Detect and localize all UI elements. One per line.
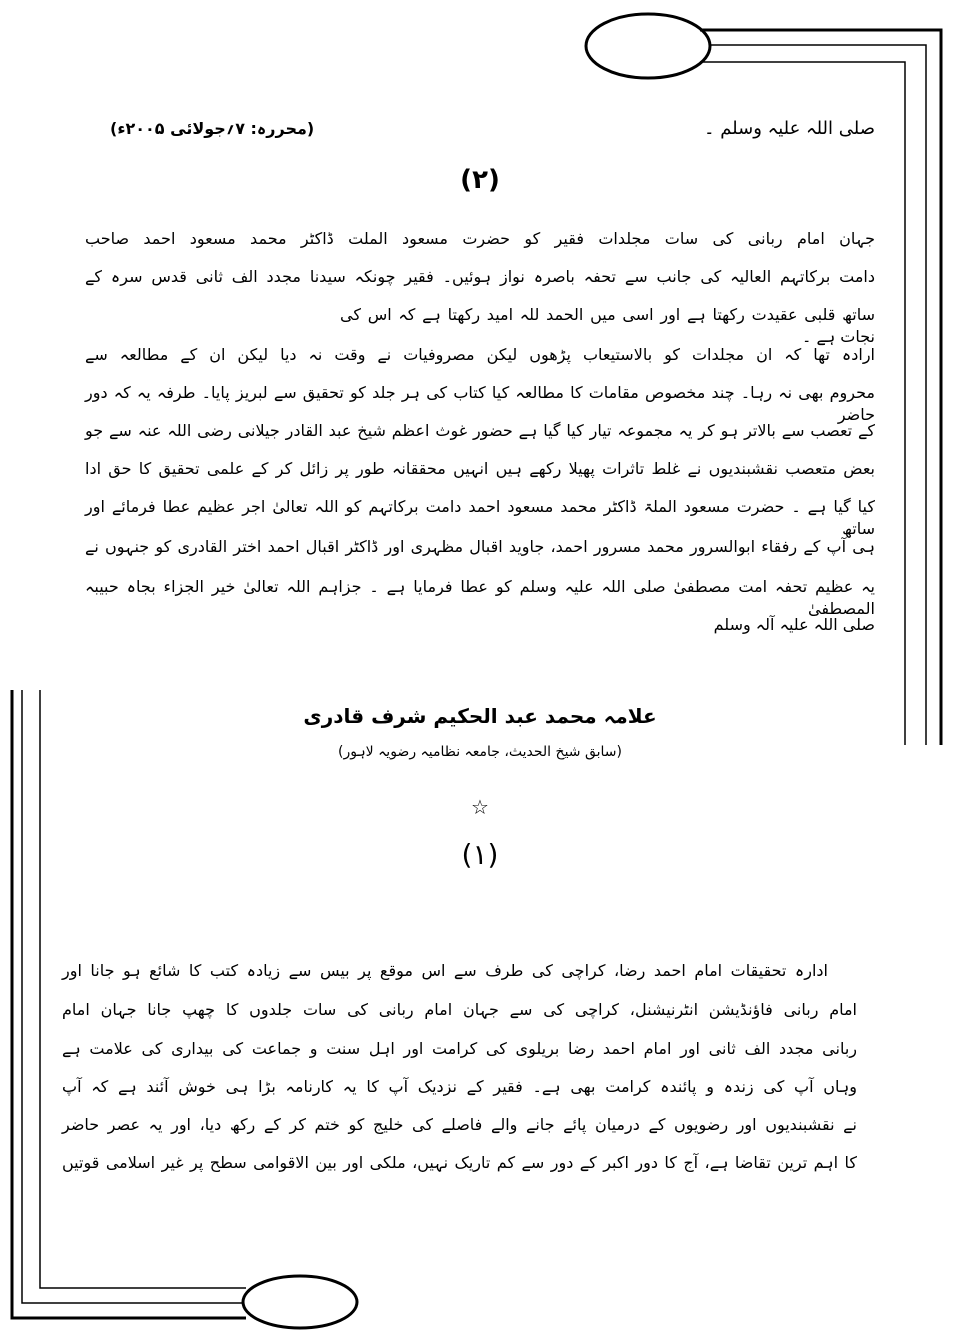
header-blessing: صلی اللہ علیہ وسلم ۔	[703, 118, 875, 139]
paragraph-line: ارادہ تھا کہ ان مجلدات کو بالاستیعاب پڑھوں لیکن مصروفیات نے وقت نہ دیا لیکن ان کے مطالعہ سے	[85, 345, 875, 364]
section-number-2: (۲)	[460, 165, 500, 195]
author-name: علامہ محمد عبد الحکیم شرف قادری	[303, 704, 657, 728]
paragraph-line: وہاں آپ کی زندہ و پائندہ کرامت بھی ہے۔ فقیر کے نزدیک آپ کا یہ کارنامہ بڑا ہی خوش آئند ہے کہ آپ	[62, 1077, 857, 1096]
paragraph-line: امام ربانی فاؤنڈیشن انٹرنیشنل، کراچی کی سے جہان امام ربانی کی سات جلدوں کا چھپ جانا جہان امام	[62, 1000, 857, 1019]
header-date: (محررہ: ۷؍جولائی ۲۰۰۵ء)	[110, 119, 315, 138]
paragraph-line: محروم بھی نہ رہا۔ چند مخصوص مقامات کا مطالعہ کیا کتاب کی ہر جلد کو تحقیق سے لبریز پایا۔ طرفہ یہ کہ دور حاضر	[85, 383, 875, 424]
paragraph-line: دامت برکاتہم العالیہ کی جانب سے تحفہ باصرہ نواز ہوئیں۔ فقیر چونکہ سیدنا مجدد الف ثانی قدس سرہ کے	[85, 267, 875, 286]
section-number-1: (۱)	[461, 838, 499, 871]
paragraph-line: ربانی مجدد الف ثانی اور امام احمد رضا بریلوی کی کرامت اور اہل سنت و جماعت کی بیداری کی علامت ہے	[62, 1039, 857, 1058]
paragraph-line: کے تعصب سے بالاتر ہو کر یہ مجموعہ تیار کیا گیا ہے حضور غوث اعظم شیخ عبد القادر جیلانی رضی اللہ عنہ سے جو	[85, 421, 875, 440]
paragraph-line: کیا گیا ہے ۔ حضرت مسعود الملۃ ڈاکٹر محمد مسعود احمد دامت برکاتہم کو اللہ تعالیٰ اجر عظیم عطا فرمائے اور ساتھ	[85, 497, 875, 538]
paragraph-line: ادارہ تحقیقات امام احمد رضا، کراچی کی طرف سے اس موقع پر بیس سے زیادہ کتب کا شائع ہو جانا اور	[62, 961, 828, 980]
paragraph-line: نے نقشبندیوں اور رضویوں کے درمیان پائے جانے والے فاصلے کی خلیج کو ختم کر کے رکھ دیا، اور یہ عصر حاضر	[62, 1115, 857, 1134]
paragraph-line: کا اہم ترین تقاضا ہے، آج کا دور اکبر کے دور سے کم تاریک نہیں، ملکی اور بین الاقوامی سطح پر غیر اسلامی قوتیں	[62, 1153, 857, 1172]
paragraph-line: ساتھ قلبی عقیدت رکھتا ہے اور اسی میں الحمد للہ امید رکھتا ہے کہ اس کی نجات ہے ۔	[340, 305, 875, 346]
paragraph-line: یہ عظیم تحفہ امت مصطفیٰ صلی اللہ علیہ وسلم کو عطا فرمایا ہے ۔ جزاہم اللہ تعالیٰ خیر الجزاء بجاہ حبیبہ المصطفیٰ	[85, 577, 875, 618]
paragraph-line: بعض متعصب نقشبندیوں نے غلط تاثرات پھیلا رکھے ہیں انہیں محققانہ طور پر زائل کر کے علمی تحقیق کا حق ادا	[85, 459, 875, 478]
paragraph-line: صلی اللہ علیہ آلہ وسلم	[713, 615, 875, 634]
paragraph-line: ہی آپ کے رفقاء ابوالسرور محمد مسرور احمد، جاوید اقبال مظہری اور ڈاکٹر اقبال احمد اختر القادری کو جنہوں نے	[85, 537, 875, 556]
paragraph-line: جہان امام ربانی کی سات مجلدات فقیر کو حضرت مسعود الملت ڈاکٹر محمد مسعود احمد صاحب	[85, 229, 875, 248]
author-title: (سابق شیخ الحدیث، جامعہ نظامیہ رضویہ لاہور)	[338, 744, 622, 760]
bottom-oval-ornament	[243, 1276, 357, 1328]
top-oval-ornament	[586, 14, 710, 78]
star-icon: ☆	[471, 795, 489, 819]
